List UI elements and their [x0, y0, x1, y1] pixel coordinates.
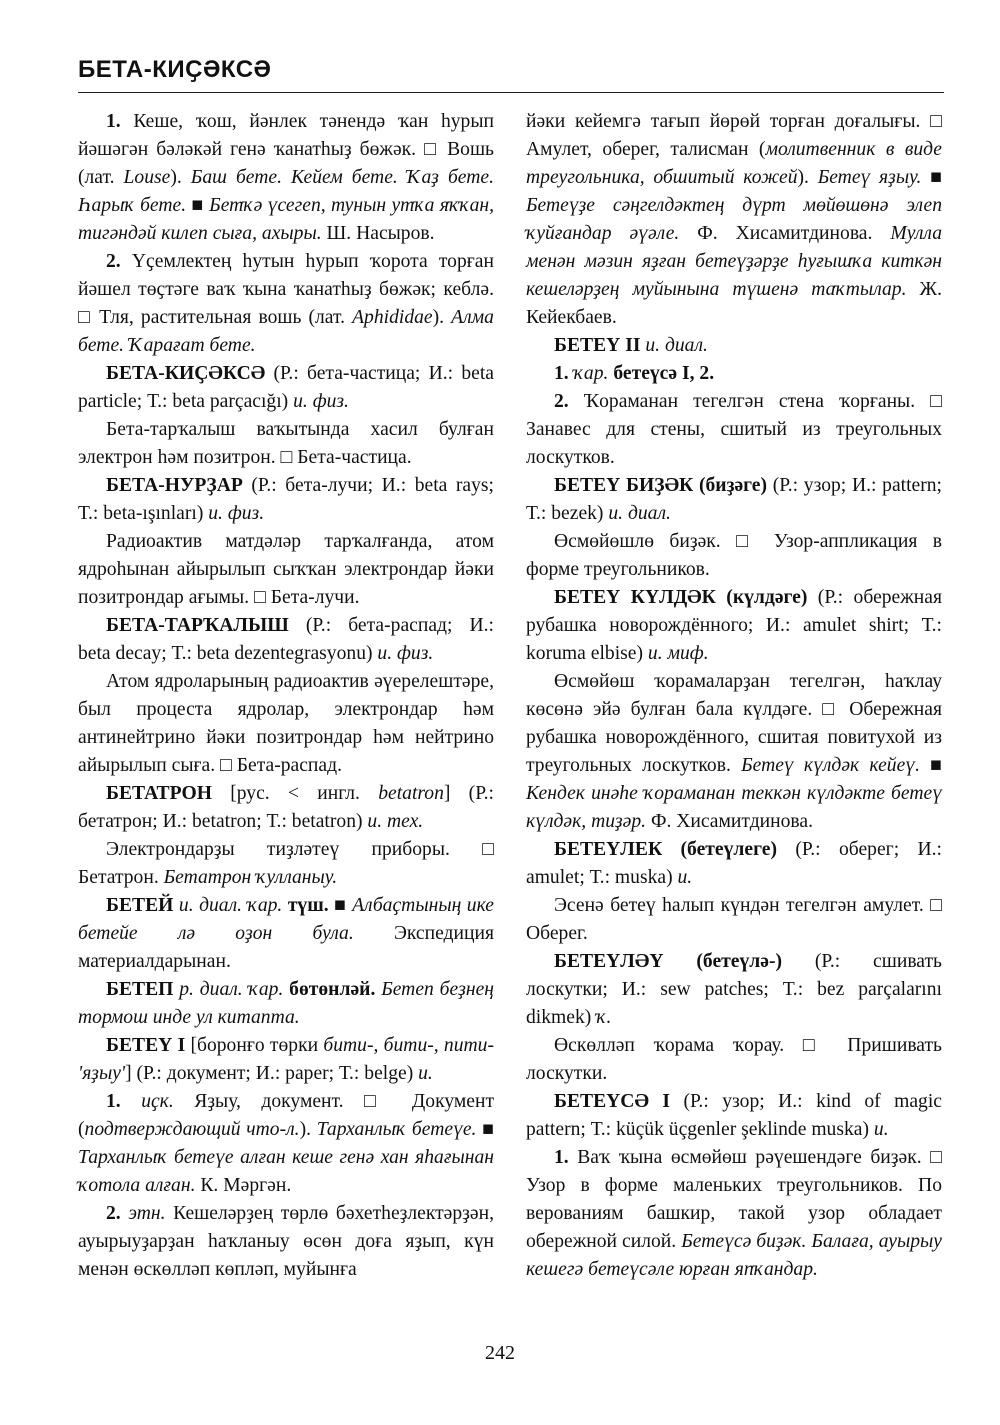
- headword-run: 1.: [106, 111, 134, 132]
- headword-run: БЕТЕП: [106, 979, 174, 1000]
- italic-run: и. тех.: [367, 811, 424, 832]
- headword-run: түш.: [287, 895, 329, 916]
- page-number: 242: [485, 1342, 515, 1364]
- headword-run: БЕТЕҮ II: [554, 335, 641, 356]
- text-run: Ж. Кейекбаев.: [526, 279, 942, 328]
- sense-paragraph: [78, 108, 494, 248]
- italic-run: и. физ.: [377, 643, 434, 664]
- text-run: ).: [170, 167, 191, 188]
- text-run: Кешеләрҙең төрлө бәхетһеҙлектәрҙән, ауырыуҙарҙан һаҡланыу өсөн доға яҙып, күн менән өскөлләп көпләп, муйынға: [78, 1203, 494, 1280]
- italic-run: Баш бете. Кейем бете. Ҡаҙ бете. Һарыҡ бете.: [78, 167, 494, 216]
- italic-run: Бетеп беҙнең тормош инде ул китапта.: [78, 979, 494, 1028]
- italic-run: Aphididae: [352, 307, 433, 328]
- text-run: ■: [921, 167, 943, 188]
- running-header: [78, 52, 944, 93]
- text-run: ■: [919, 755, 943, 776]
- dictionary-entry: [526, 836, 942, 892]
- text-run: йәки кейемгә тағып йөрөй торған доғалығы. □ Амулет, оберег, талисман (: [526, 111, 942, 160]
- headword-run: БЕТЕҮ БИҘӘК (биҙәге): [554, 475, 768, 496]
- text-run: Яҙыу, документ. □ Документ (: [78, 1091, 495, 1140]
- headword-run: БЕТАТРОН: [106, 783, 212, 804]
- sense-paragraph: [78, 1200, 494, 1284]
- dictionary-entry: [78, 976, 494, 1032]
- italic-run: этн.: [128, 1203, 166, 1224]
- dictionary-entry: [526, 332, 942, 360]
- sense-paragraph: [526, 528, 942, 584]
- headword-run: БЕТЕҮЛЕК (бетеүлеге): [554, 839, 777, 860]
- text-run: (Р.: обережная рубашка новорождённого; И.: amulet shirt; Т.: koruma elbise): [526, 587, 942, 664]
- text-run: (Р.: бета-частица; И.: beta particle; Т.: beta parçacığı): [78, 363, 494, 412]
- continued-paragraph: [526, 108, 942, 332]
- sense-paragraph: [78, 416, 494, 472]
- italic-run: ҡар.: [573, 363, 609, 384]
- italic-run: Алма бете. Ҡарағат бете.: [78, 307, 494, 356]
- text-run: ■: [191, 195, 210, 216]
- sense-paragraph: [78, 668, 494, 780]
- dictionary-entry: [526, 1088, 942, 1144]
- text-run: (Р.: бета-лучи; И.: beta rays; Т.: beta-ışınları): [78, 475, 494, 524]
- italic-run: Тарханлыҡ бетеүе алған кеше генә хан яһағынан ҡотола алған.: [78, 1147, 494, 1196]
- dictionary-entry: [78, 1032, 494, 1088]
- sense-paragraph: [526, 388, 942, 472]
- headword-run: 2.: [106, 251, 132, 272]
- text-run: Ҡораманан тегелгән стена ҡорғаны. □ Занавес для стены, сшитый из треугольных лоскутков.: [526, 391, 942, 468]
- italic-run: Албаҫтының ике бетейе лә оҙон була.: [78, 895, 494, 944]
- headword-run: БЕТЕҮСӘ I: [554, 1091, 671, 1112]
- text-run: Бета-тарҡалыш ваҡытында хасил булған электрон һәм позитрон. □ Бета-частица.: [78, 419, 494, 468]
- text-run: Эсенә бетеү һалып күндән тегелгән амулет. □ Оберег.: [526, 895, 942, 944]
- text-run: ).: [432, 307, 452, 328]
- italic-run: и.: [418, 1063, 433, 1084]
- italic-run: и. диал.: [608, 503, 671, 524]
- italic-run: Бетҡә үсегеп, тунын утҡа яҡҡан, тигәндәй килеп сыға, ахыры.: [78, 195, 494, 244]
- text-run: (Р.: бета-распад; И.: beta decay; Т.: beta dezentegrasyonu): [78, 615, 494, 664]
- italic-run: Мулла менән мәзин яҙған бетеүҙәрҙе һуғышҡа киткән кешеләрҙең муйынына түшенә таҡтылар.: [526, 223, 943, 300]
- italic-run: Кендек инәһе ҡораманан теккән күлдәкте бетеү күлдәк, тиҙәр.: [526, 783, 942, 832]
- sense-paragraph: [526, 1144, 942, 1284]
- italic-run: betatron: [378, 783, 444, 804]
- sense-paragraph: [526, 1032, 942, 1088]
- italic-run: Бетеү күлдәк кейеү.: [741, 755, 920, 776]
- italic-run: Бетеүсә биҙәк. Балаға, ауырыу кешегә бетеүсәле юрған япҡандар.: [526, 1231, 942, 1280]
- running-head-title: БЕТА-КИҪӘКСӘ: [78, 56, 272, 83]
- headword-run: БЕТЕҮ I: [106, 1035, 186, 1056]
- headword-run: БЕТА-НУРҘАР: [106, 475, 243, 496]
- text-run: Үҫемлектең һутын һурып ҡорота торған йәшел төҫтәге ваҡ ҡына ҡанатһыҙ бөжәк; кеблә. □ Тля, растительная вошь (лат.: [78, 251, 494, 328]
- italic-run: и. диал.: [645, 335, 708, 356]
- headword-run: 1.: [106, 1091, 142, 1112]
- right-column: [526, 108, 942, 1284]
- sense-paragraph: [78, 1088, 494, 1200]
- dictionary-entry: [526, 472, 942, 528]
- italic-run: подтверждающий что-л.: [84, 1119, 300, 1140]
- dictionary-entry: [526, 584, 942, 668]
- italic-run: бити-, бити-, пити- 'яҙыу': [78, 1035, 494, 1084]
- text-run: (Р.: узор; И.: pattern; Т.: bezek): [526, 475, 942, 524]
- headword-run: БЕТЕЙ: [106, 895, 174, 916]
- headword-run: бөтөнләй.: [289, 979, 376, 1000]
- sense-paragraph: [526, 892, 942, 948]
- text-run: ] (Р.: документ; И.: paper; Т.: belge): [125, 1063, 419, 1084]
- text-run: Радиоактив матдәләр тарҡалғанда, атом ядроһынан айырылып сыҡҡан электрондар йәки позитрондар ағымы. □ Бета-лучи.: [78, 531, 494, 608]
- text-run: ■: [328, 895, 353, 916]
- dictionary-entry: [78, 612, 494, 668]
- dictionary-entry: [78, 360, 494, 416]
- text-run: [боронғо төрки: [185, 1035, 324, 1056]
- text-run: ).: [299, 1119, 317, 1140]
- text-run: Ф. Хисамитдинова.: [679, 223, 891, 244]
- sense-paragraph: [78, 528, 494, 612]
- italic-run: Бетеү яҙыу.: [817, 167, 922, 188]
- italic-run: Бетеүҙе сәңгелдәктең дүрт мөйөшөнә элеп ҡуйғандар әүәле.: [526, 195, 942, 244]
- headword-run: БЕТЕҮЛӘҮ (бетеүлә-): [554, 951, 783, 972]
- headword-run: БЕТА-ТАРҠАЛЫШ: [106, 615, 289, 636]
- headword-run: 1.: [554, 1147, 578, 1168]
- text-run: Өскөлләп ҡорама ҡорау. □ Пришивать лоскутки.: [526, 1035, 942, 1084]
- text-run: К. Мәргән.: [195, 1175, 292, 1196]
- headword-run: 1.: [554, 363, 574, 384]
- left-column: [78, 108, 494, 1284]
- italic-run: иҫк.: [141, 1091, 174, 1112]
- text-run: (Р.: узор; И.: kind of magic pattern; Т.: küçük üçgenler şeklinde muska): [526, 1091, 942, 1140]
- italic-run: и. миф.: [647, 643, 709, 664]
- italic-run: Тарханлыҡ бетеүе.: [316, 1119, 477, 1140]
- text-run: Электрондарҙы тиҙләтеү приборы. □ Бетатрон.: [78, 839, 494, 888]
- text-run: (Р.: оберег; И.: amulet; Т.: muska): [526, 839, 942, 888]
- italic-run: и. физ.: [208, 503, 265, 524]
- sense-paragraph: [526, 360, 942, 388]
- italic-run: и.: [677, 867, 693, 888]
- headword-run: БЕТА-КИҪӘКСӘ: [106, 363, 266, 384]
- italic-run: р. диал. ҡар.: [179, 979, 290, 1000]
- italic-run: Бетатрон ҡулланыу.: [163, 867, 338, 888]
- text-run: Ш. Насыров.: [321, 223, 435, 244]
- headword-run: бетеүсә I, 2.: [613, 363, 715, 384]
- italic-run: Louse: [123, 167, 171, 188]
- text-run: Экспедиция материалдарынан.: [78, 923, 494, 972]
- text-run: Ф. Хисамитдинова.: [646, 811, 814, 832]
- text-run: Өсмөйөшлө биҙәк. □ Узор-аппликация в форме треугольников.: [526, 531, 942, 580]
- text-run: ).: [797, 167, 818, 188]
- headword-run: БЕТЕҮ КҮЛДӘК (күлдәге): [554, 587, 808, 608]
- text-run: [рус. < ингл.: [211, 783, 379, 804]
- headword-run: 2.: [554, 391, 584, 412]
- dictionary-entry: [526, 948, 942, 1032]
- text-run: Кеше, ҡош, йәнлек тәнендә ҡан һурып йәшәгән бәләкәй генә ҡанатһыҙ бөжәк. □ Вошь (лат.: [78, 111, 494, 188]
- italic-run: и. диал. ҡар.: [178, 895, 288, 916]
- italic-run: ҡ.: [596, 1007, 612, 1028]
- dictionary-entry: [78, 892, 494, 976]
- headword-run: 2.: [106, 1203, 129, 1224]
- text-run: Өсмөйөш ҡорамаларҙан тегелгән, һаҡлау көсөнә эйә булған бала күлдәге. □ Обережная рубашка новорождённого, сшитая повитухой из треугольных лоскутков.: [526, 671, 942, 776]
- sense-paragraph: [78, 836, 494, 892]
- text-run: Ваҡ ҡына өсмөйөш рәүешендәге биҙәк. □ Узор в форме маленьких треугольников. По верованиям башкир, такой узор обладает обережной силой.: [526, 1147, 943, 1252]
- sense-paragraph: [78, 248, 494, 360]
- text-run: ] (Р.: бетатрон; И.: betatron; Т.: betatron): [78, 783, 494, 832]
- dictionary-entry: [78, 780, 494, 836]
- italic-run: и.: [873, 1119, 889, 1140]
- dictionary-entry: [78, 472, 494, 528]
- text-run: Атом ядроларының радиоактив әүерелештәре, был процеста ядролар, электрондар һәм антинейтрино йәки позитрондар һәм нейтрино айырылып сыға. □ Бета-распад.: [78, 671, 494, 776]
- sense-paragraph: [526, 668, 942, 836]
- italic-run: и. физ.: [293, 391, 349, 412]
- text-run: (Р.: сшивать лоскутки; И.: sew patches; Т.: bez parçalarını dikmek): [526, 951, 942, 1028]
- text-run: ■: [476, 1119, 495, 1140]
- italic-run: молитвенник в виде треугольника, обшитый кожей: [526, 139, 942, 188]
